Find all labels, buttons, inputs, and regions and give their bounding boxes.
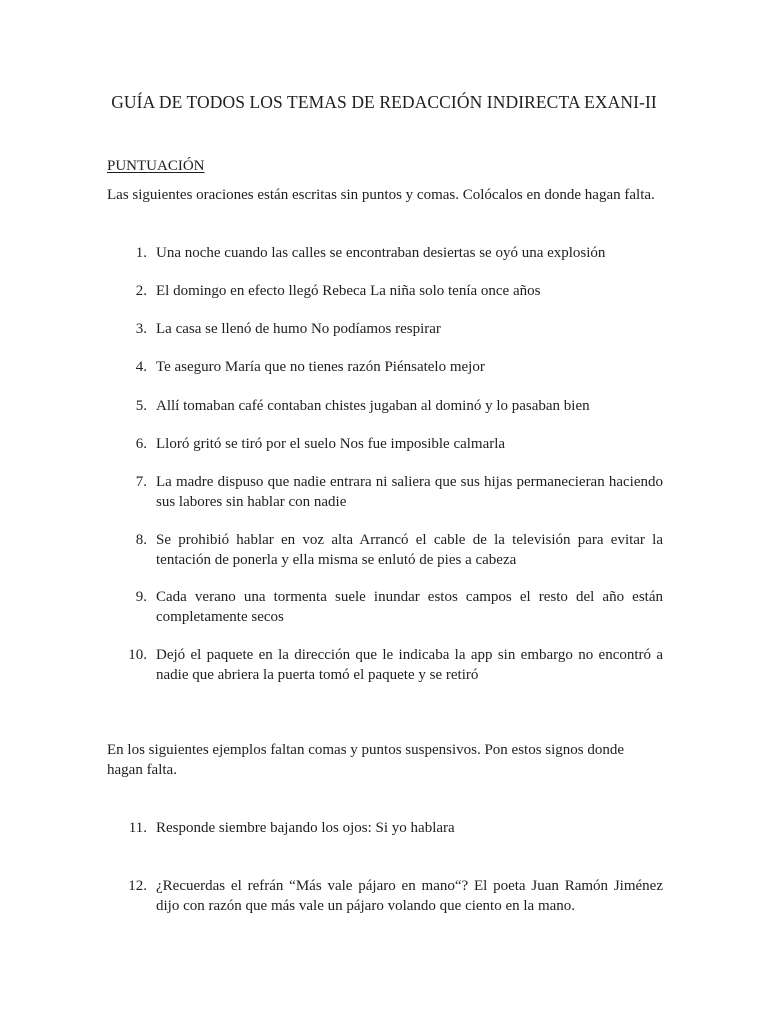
- item-text: Allí tomaban café contaban chistes jugaban al dominó y lo pasaban bien: [156, 398, 590, 414]
- item-text: Cada verano una tormenta suele inundar estos campos el resto del año están completamente secos: [156, 589, 663, 625]
- item-number: 11.: [128, 820, 147, 836]
- item-number: 8.: [135, 532, 147, 548]
- item-number: 2.: [135, 283, 147, 299]
- item-text: Responde siembre bajando los ojos: Si yo hablara: [156, 820, 455, 836]
- list-item: [107, 319, 663, 339]
- list-item: [107, 434, 663, 454]
- item-number: 6.: [135, 436, 147, 452]
- item-number: 12.: [128, 878, 147, 894]
- item-text: Te aseguro María que no tienes razón Piénsatelo mejor: [156, 359, 485, 375]
- item-number: 9.: [135, 589, 147, 605]
- list-item: [107, 645, 663, 685]
- item-text: La madre dispuso que nadie entrara ni saliera que sus hijas permanecieran haciendo sus labores sin hablar con nadie: [156, 474, 663, 510]
- item-text: Dejó el paquete en la dirección que le indicaba la app sin embargo no encontró a nadie que abriera la puerta tomó el paquete y se retiró: [156, 647, 663, 683]
- item-text: Lloró gritó se tiró por el suelo Nos fue imposible calmarla: [156, 436, 506, 452]
- list-item: [107, 281, 663, 301]
- page-title: GUÍA DE TODOS LOS TEMAS DE REDACCIÓN INDIRECTA EXANI-II: [111, 92, 657, 112]
- item-text: La casa se llenó de humo No podíamos respirar: [156, 321, 441, 337]
- item-text: Una noche cuando las calles se encontraban desiertas se oyó una explosión: [156, 245, 606, 261]
- instruction-paragraph: En los siguientes ejemplos faltan comas y puntos suspensivos. Pon estos signos donde hagan falta.: [107, 742, 625, 778]
- list-item: [107, 243, 663, 263]
- item-text: ¿Recuerdas el refrán “Más vale pájaro en mano“? El poeta Juan Ramón Jiménez dijo con razón que más vale un pájaro volando que ciento en la mano.: [156, 878, 663, 914]
- list-item: [107, 587, 663, 627]
- section-heading: PUNTUACIÓN: [107, 158, 205, 174]
- item-number: 7.: [135, 474, 147, 490]
- list-item: [107, 396, 663, 416]
- list-item: [107, 472, 663, 512]
- instruction-paragraph: Las siguientes oraciones están escritas sin puntos y comas. Colócalos en donde hagan falta.: [107, 187, 655, 203]
- item-number: 4.: [135, 359, 147, 375]
- item-text: El domingo en efecto llegó Rebeca La niña solo tenía once años: [156, 283, 541, 299]
- item-number: 3.: [135, 321, 147, 337]
- item-number: 10.: [128, 647, 147, 663]
- item-number: 1.: [135, 245, 147, 261]
- list-item: [107, 818, 663, 838]
- list-item: [107, 357, 663, 377]
- list-item: [107, 530, 663, 570]
- item-text: Se prohibió hablar en voz alta Arrancó el cable de la televisión para evitar la tentación de ponerla y ella misma se enlutó de pies a cabeza: [156, 532, 663, 568]
- list-item: [107, 876, 663, 916]
- item-number: 5.: [135, 398, 147, 414]
